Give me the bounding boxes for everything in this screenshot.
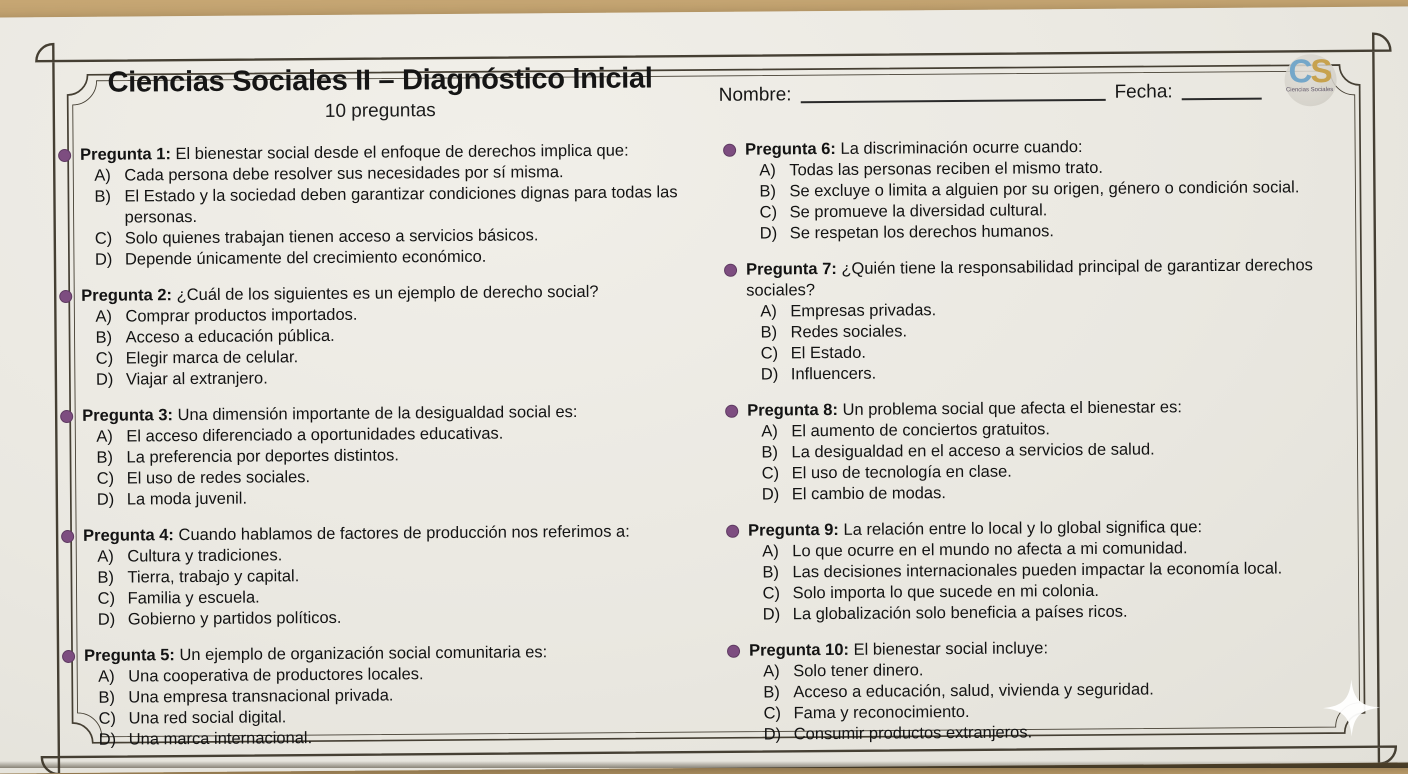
question-prompt: ¿Quién tiene la responsabilidad principal de garantizar derechos sociales?: [746, 256, 1313, 300]
option-text: Lo que ocurre en el mundo no afecta a mi comunidad.: [792, 539, 1188, 561]
bullet-icon: [62, 650, 75, 663]
option-letter: B): [763, 683, 780, 702]
option-text: Acceso a educación pública.: [125, 326, 335, 347]
option-text: El acceso diferenciado a oportunidades educativas.: [126, 424, 504, 446]
option-text: Depende únicamente del crecimiento económico.: [124, 247, 487, 269]
option-letter: D): [98, 730, 117, 749]
answer-option: [761, 360, 1374, 386]
option-text: Viajar al extranjero.: [125, 369, 268, 389]
option-letter: C): [95, 349, 114, 368]
option-text: La desigualdad en el acceso a servicios de salud.: [791, 440, 1155, 462]
left-question-column: [58, 140, 720, 751]
date-blank-line: [1182, 84, 1262, 101]
cs-logo: [1278, 54, 1340, 112]
option-text: La moda juvenil.: [126, 489, 248, 509]
option-letter: D): [94, 250, 113, 269]
option-letter: D): [762, 605, 781, 624]
question-block: [723, 135, 1373, 245]
option-text: Comprar productos importados.: [125, 305, 358, 326]
question-body: [748, 516, 1376, 626]
question-prompt: Un ejemplo de organización social comunitaria es:: [179, 643, 548, 665]
option-text: Una red social digital.: [128, 708, 287, 728]
question-block: [60, 401, 698, 511]
option-letter: B): [98, 688, 115, 707]
options-list: [760, 297, 1374, 386]
option-text: Las decisiones internacionales pueden impactar la economía local.: [792, 559, 1283, 582]
option-letter: C): [98, 709, 117, 728]
date-label: Fecha:: [1114, 81, 1173, 103]
option-text: Una cooperativa de productores locales.: [128, 665, 424, 686]
question-label: Pregunta 9:: [748, 520, 839, 540]
option-letter: A): [763, 662, 780, 681]
question-label: Pregunta 3:: [82, 406, 174, 425]
option-text: Solo tener dinero.: [793, 661, 924, 681]
question-label: Pregunta 4:: [83, 526, 174, 545]
option-letter: D): [761, 485, 780, 504]
option-text: El aumento de conciertos gratuitos.: [791, 420, 1051, 441]
sparkle-ornament: [1320, 677, 1382, 739]
option-text: Se respetan los derechos humanos.: [789, 222, 1055, 243]
option-letter: D): [96, 490, 115, 509]
question-prompt: El bienestar social incluye:: [853, 639, 1049, 659]
bullet-icon: [59, 290, 72, 303]
question-block: [726, 516, 1376, 626]
option-text: El cambio de modas.: [791, 484, 946, 504]
bullet-icon: [724, 264, 737, 277]
option-letter: B): [96, 448, 114, 467]
option-text: Cada persona debe resolver sus necesidades por sí misma.: [124, 163, 564, 185]
question-body: [745, 135, 1373, 245]
question-label: Pregunta 8:: [747, 400, 839, 420]
option-text: Familia y escuela.: [127, 588, 260, 608]
answer-option: [94, 182, 695, 229]
logo-letters: [1278, 54, 1340, 88]
logo-tagline: Ciencias Sociales: [1285, 87, 1334, 94]
option-letter: A): [98, 667, 115, 686]
option-text: Empresas privadas.: [790, 301, 937, 321]
option-letter: C): [761, 464, 780, 483]
bullet-icon: [726, 525, 739, 538]
option-letter: B): [95, 328, 113, 347]
option-text: El uso de redes sociales.: [126, 468, 311, 488]
option-letter: B): [94, 187, 112, 206]
question-label: Pregunta 1:: [80, 145, 171, 164]
option-text: Se excluye o limita a alguien por su origen, género o condición social.: [789, 178, 1300, 201]
options-list: [98, 662, 700, 751]
bullet-icon: [723, 144, 736, 157]
bullet-icon: [58, 149, 71, 162]
worksheet-content: [57, 47, 1376, 751]
option-text: Tierra, trabajo y capital.: [127, 567, 300, 587]
question-body: [746, 255, 1374, 386]
options-list: [94, 161, 696, 271]
option-letter: A): [94, 166, 111, 185]
option-letter: A): [762, 542, 779, 561]
question-block: [61, 521, 699, 631]
question-body: [749, 636, 1377, 746]
options-list: [763, 657, 1377, 746]
question-body: [84, 641, 700, 751]
page-header: [57, 47, 1371, 125]
question-prompt: Un problema social que afecta el bienestar es:: [842, 398, 1182, 419]
question-prompt: Una dimensión importante de la desigualdad social es:: [177, 402, 578, 425]
option-text: Todas las personas reciben el mismo trato.: [789, 158, 1103, 180]
question-block: [727, 636, 1377, 746]
option-text: Una empresa transnacional privada.: [128, 686, 394, 707]
logo-letter-c: C: [1288, 52, 1311, 90]
option-letter: A): [96, 427, 113, 446]
option-letter: A): [761, 422, 778, 441]
answer-option: [96, 365, 697, 391]
options-list: [96, 422, 698, 511]
options-list: [762, 537, 1376, 626]
option-text: Fama y reconocimiento.: [793, 702, 970, 723]
question-prompt: El bienestar social desde el enfoque de derechos implica que:: [175, 141, 629, 164]
option-text: Solo importa lo que sucede en mi colonia.: [792, 581, 1100, 603]
option-text: El uso de tecnología en clase.: [791, 462, 1012, 483]
question-body: [82, 401, 698, 511]
question-label: Pregunta 2:: [81, 286, 173, 305]
option-letter: D): [759, 224, 778, 243]
title-block: [57, 52, 703, 125]
option-text: Redes sociales.: [790, 322, 908, 342]
question-block: [725, 396, 1375, 506]
option-letter: A): [95, 307, 112, 326]
option-text: Solo quienes trabajan tienen acceso a servicios básicos.: [124, 226, 539, 248]
question-body: [747, 396, 1375, 506]
option-letter: C): [762, 584, 781, 603]
bullet-icon: [727, 645, 740, 658]
question-label: Pregunta 10:: [748, 640, 850, 660]
option-text: Gobierno y partidos políticos.: [127, 608, 342, 629]
option-letter: D): [763, 725, 782, 744]
option-letter: D): [97, 610, 116, 629]
name-date-row: [702, 47, 1371, 114]
option-letter: B): [97, 568, 115, 587]
question-prompt-line: [746, 255, 1373, 302]
option-letter: C): [96, 469, 115, 488]
option-text: Cultura y tradiciones.: [127, 546, 283, 566]
option-letter: C): [760, 344, 779, 363]
option-text: La preferencia por deportes distintos.: [126, 446, 399, 467]
option-letter: C): [94, 229, 113, 248]
options-list: [761, 417, 1375, 506]
option-text: El Estado.: [790, 343, 867, 363]
answer-option: [760, 219, 1373, 245]
option-text: Se promueve la diversidad cultural.: [789, 201, 1048, 222]
question-body: [80, 140, 696, 271]
question-prompt: La relación entre lo local y lo global significa que:: [843, 518, 1203, 539]
option-letter: B): [762, 563, 780, 582]
option-letter: A): [760, 302, 777, 321]
answer-option: [762, 480, 1375, 506]
question-block: [62, 641, 700, 751]
right-question-column: [715, 135, 1377, 746]
name-blank-line: [800, 85, 1105, 103]
option-text: Una marca internacional.: [128, 729, 313, 749]
options-list: [97, 542, 699, 631]
page-title: Ciencias Sociales II – Diagnóstico Inicial: [107, 62, 653, 99]
question-prompt: ¿Cuál de los siguientes es un ejemplo de derecho social?: [176, 282, 599, 305]
question-label: Pregunta 5:: [83, 646, 175, 665]
option-letter: C): [97, 589, 116, 608]
question-body: [81, 281, 697, 391]
answer-option: [95, 245, 696, 271]
option-letter: A): [759, 161, 776, 180]
worksheet-paper: [0, 6, 1408, 773]
bullet-icon: [725, 405, 738, 418]
answer-option: [97, 485, 698, 511]
option-letter: B): [761, 443, 779, 462]
option-letter: B): [759, 182, 777, 201]
option-letter: B): [760, 323, 778, 342]
option-text: Elegir marca de celular.: [125, 348, 299, 368]
option-text: El Estado y la sociedad deben garantizar condiciones dignas para todas las personas.: [124, 183, 678, 227]
options-list: [95, 302, 697, 391]
question-prompt: La discriminación ocurre cuando:: [840, 138, 1083, 158]
question-prompt: Cuando hablamos de factores de producción nos referimos a:: [178, 522, 630, 545]
desk-shadow: [0, 761, 1408, 768]
logo-letter-s: S: [1310, 52, 1331, 90]
question-block: [724, 255, 1374, 386]
question-body: [83, 521, 699, 631]
question-columns: [58, 135, 1377, 751]
name-label: Nombre:: [718, 84, 792, 106]
question-label: Pregunta 7:: [745, 259, 837, 279]
question-block: [59, 281, 697, 391]
option-text: Influencers.: [790, 364, 877, 384]
option-text: La globalización solo beneficia a países ricos.: [792, 602, 1128, 624]
option-text: Acceso a educación, salud, vivienda y seguridad.: [793, 680, 1154, 702]
answer-option: [98, 605, 699, 631]
option-letter: A): [97, 547, 114, 566]
option-letter: D): [760, 365, 779, 384]
question-block: [58, 140, 696, 271]
bullet-icon: [60, 410, 73, 423]
question-label: Pregunta 6:: [745, 139, 836, 159]
option-letter: D): [95, 370, 114, 389]
option-text: Consumir productos extranjeros.: [793, 723, 1033, 744]
option-letter: C): [759, 203, 778, 222]
options-list: [759, 156, 1373, 245]
bullet-icon: [61, 530, 74, 543]
answer-option: [763, 600, 1376, 626]
question-count: 10 preguntas: [324, 100, 436, 122]
option-letter: C): [763, 704, 782, 723]
